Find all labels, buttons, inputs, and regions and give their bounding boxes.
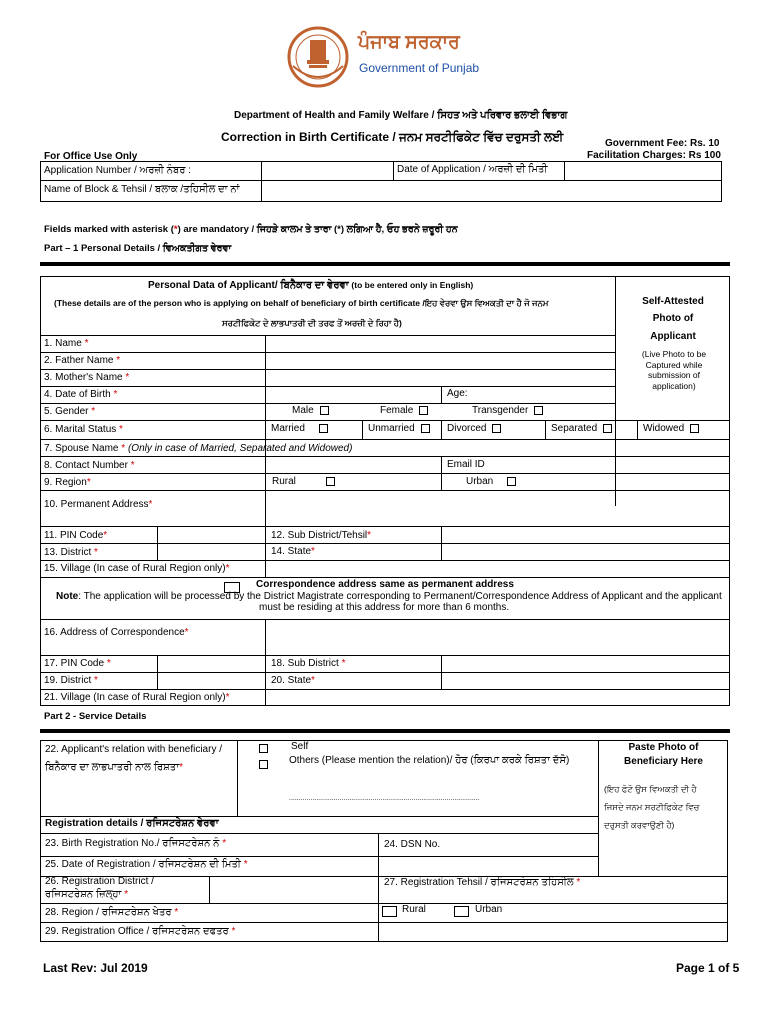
part1-heading: Part – 1 Personal Details / ਵਿਅਕਤੀਗਤ ਵੇਰਵਾ (44, 243, 232, 254)
last-revision: Last Rev: Jul 2019 (43, 961, 148, 975)
header-title-punjabi: ਪੰਜਾਬ ਸਰਕਾਰ (358, 32, 460, 53)
transgender-checkbox[interactable] (534, 406, 543, 415)
father-name-label: 2. Father Name * (44, 355, 121, 366)
date-of-application-input[interactable] (564, 161, 722, 181)
spouse-name-label: 7. Spouse Name * (Only in case of Married, Separated and Widowed) (44, 443, 353, 454)
part2-heading: Part 2 - Service Details (44, 711, 147, 722)
personal-desc-line1: (These details are of the person who is applying on behalf of beneficiary of birth certificate /ਇਹ ਵੇਰਵਾ ਉਸ ਵਿਅਕਤੀ ਦਾ ਹੈ ਜੋ ਜਨਮ (54, 298, 549, 308)
row-line (40, 655, 730, 656)
unmarried-checkbox[interactable] (421, 424, 430, 433)
personal-desc-line2: ਸਰਟੀਫਿਕੇਟ ਦੇ ਲਾਭਪਾਤਰੀ ਦੀ ਤਰਫ ਤੋਂ ਅਰਜ਼ੀ ਦੇ ਰਿਹਾ ਹੈ) (222, 318, 402, 328)
district-2-label: 19. District * (44, 675, 98, 686)
row-line (40, 903, 728, 904)
relation-label-1: 22. Applicant's relation with beneficiary / (45, 744, 223, 755)
pin-code-2-label: 17. PIN Code * (44, 658, 111, 669)
registration-rural-checkbox[interactable] (382, 906, 397, 917)
row-line (40, 619, 730, 620)
sub-district-2-label: 18. Sub District * (271, 658, 346, 669)
pin-code-label: 11. PIN Code* (44, 530, 108, 541)
registration-heading: Registration details / ਰਜਿਸਟਰੇਸ਼ਨ ਵੇਰਵਾ (45, 818, 219, 829)
col-line (265, 619, 266, 706)
region-label: 9. Region* (44, 477, 91, 488)
paste-photo-note-1: (ਇਹ ਫੋਟੋ ਉਸ ਵਿਅਕਤੀ ਦੀ ਹੈ (604, 784, 697, 794)
male-checkbox[interactable] (320, 406, 329, 415)
state-label: 14. State* (271, 546, 315, 557)
row-line (40, 352, 616, 353)
block-tehsil-input[interactable] (261, 180, 722, 202)
contact-number-label: 8. Contact Number * (44, 460, 135, 471)
office-cell (40, 180, 262, 202)
name-label: 1. Name * (44, 338, 89, 349)
col-line (637, 420, 638, 439)
row-line (40, 833, 599, 834)
row-line (40, 856, 599, 857)
row-line (40, 456, 730, 457)
registration-district-label-2: ਰਜਿਸਟਰੇਸ਼ਨ ਜ਼ਿਲ੍ਹਾ * (45, 889, 129, 900)
region-rural-option[interactable]: Rural (272, 476, 335, 487)
row-line (40, 335, 616, 336)
department-name: Department of Health and Family Welfare / ਸਿਹਤ ਅਤੇ ਪਰਿਵਾਰ ਭਲਾਈ ਵਿਭਾਗ (234, 110, 568, 121)
photo-title-1: Self-Attested (642, 296, 704, 307)
photo-note: (Live Photo to be Captured while submission of application) (641, 349, 707, 391)
gender-label: 5. Gender * (44, 406, 96, 417)
unmarried-option[interactable]: Unmarried (368, 423, 430, 434)
paste-photo-title-2: Beneficiary Here (624, 756, 703, 767)
row-line (40, 369, 616, 370)
col-line (378, 833, 379, 942)
application-number-label: Application Number / ਅਰਜ਼ੀ ਨੰਬਰ : (44, 165, 191, 176)
punjab-emblem (283, 26, 353, 88)
row-line (40, 526, 730, 527)
applicant-photo-box[interactable] (616, 277, 729, 505)
col-line (157, 655, 158, 689)
paste-photo-note-3: ਦਰੁਸਤੀ ਕਰਵਾਉਣੀ ਹੈ) (604, 820, 675, 830)
correspondence-address-label: 16. Address of Correspondence* (44, 627, 189, 638)
relation-input-line[interactable]: .................................................................................................. (289, 795, 480, 802)
gender-female-option[interactable]: Female (380, 405, 428, 416)
same-address-label: Correspondence address same as permanent address (256, 579, 514, 590)
personal-heading: Personal Data of Applicant/ ਬਿਨੈਕਾਰ ਦਾ ਵੇਰਵਾ (to be entered only in English) (148, 280, 474, 291)
registration-tehsil-label: 27. Registration Tehsil / ਰਜਿਸਟਰੇਸ਼ਨ ਤਹਿਸੀਲ * (384, 877, 581, 888)
row-line (40, 560, 730, 561)
facilitation-charges: Facilitation Charges: Rs 100 (587, 150, 721, 161)
col-line (545, 420, 546, 439)
row-line (40, 816, 599, 817)
sub-district-label: 12. Sub District/Tehsil* (271, 530, 372, 541)
gender-male-option[interactable]: Male (292, 405, 329, 416)
mandatory-note: Fields marked with asterisk (*) are mandatory / ਜਿਹੜੇ ਕਾਲਮ ਤੇ ਤਾਰਾ (*) ਲਗਿਆ ਹੈ, ਓਹ ਭਰਨੇ ਜ਼ਰੂਰੀ ਹਨ (44, 224, 458, 235)
mother-name-label: 3. Mother's Name * (44, 372, 130, 383)
separated-option[interactable]: Separated (551, 423, 612, 434)
paste-photo-note-2: ਜਿਸਦੇ ਜਨਮ ਸਰਟੀਫਿਕੇਟ ਵਿਚ (604, 802, 700, 812)
row-line (40, 386, 616, 387)
dsn-no-label: 24. DSN No. (384, 839, 441, 850)
paste-photo-title-1: Paste Photo of (628, 742, 699, 753)
photo-title-3: Applicant (650, 331, 696, 342)
divorced-option[interactable]: Divorced (447, 423, 501, 434)
registration-office-label: 29. Registration Office / ਰਜਿਸਟਰੇਸ਼ਨ ਦਫਤਰ * (45, 926, 236, 937)
married-checkbox[interactable] (319, 424, 328, 433)
office-use-heading: For Office Use Only (44, 151, 138, 162)
divorced-checkbox[interactable] (492, 424, 501, 433)
row-line (40, 922, 728, 923)
separated-checkbox[interactable] (603, 424, 612, 433)
col-line (209, 876, 210, 904)
beneficiary-photo-box[interactable] (599, 741, 727, 875)
government-fee: Government Fee: Rs. 10 (605, 138, 720, 149)
birth-registration-no-label: 23. Birth Registration No./ ਰਜਿਸਟਰੇਸ਼ਨ ਨੰ * (45, 838, 227, 849)
village-2-label: 21. Village (In case of Rural Region only)* (44, 692, 230, 703)
col-line (265, 335, 266, 578)
col-line (237, 740, 238, 816)
village-label: 15. Village (In case of Rural Region only)* (44, 563, 230, 574)
registration-district-label-1: 26. Registration District / (45, 876, 154, 887)
email-label: Email ID (447, 459, 485, 470)
marital-status-label: 6. Marital Status * (44, 424, 123, 435)
header-title-english: Government of Punjab (359, 61, 480, 75)
col-line (441, 386, 442, 403)
permanent-address-label: 10. Permanent Address* (44, 499, 153, 510)
registration-region-label: 28. Region / ਰਜਿਸਟਰੇਸ਼ਨ ਖੇਤਰ * (45, 907, 179, 918)
age-label: Age: (447, 388, 468, 399)
row-line (40, 577, 730, 578)
photo-title-2: Photo of (652, 313, 694, 324)
rural-checkbox[interactable] (326, 477, 335, 486)
col-line (157, 526, 158, 560)
note-text: Note: The application will be processed by the District Magistrate corresponding to Permanent/Correspondence Address of Applicant and the applicant (56, 591, 722, 602)
row-line (40, 473, 730, 474)
state-2-label: 20. State* (271, 675, 315, 686)
registration-urban-label: Urban (475, 904, 503, 915)
date-of-application-label: Date of Application / ਅਰਜ਼ੀ ਦੀ ਮਿਤੀ (397, 164, 548, 175)
dob-label: 4. Date of Birth * (44, 389, 118, 400)
application-number-input[interactable] (261, 161, 394, 181)
office-cell (393, 161, 565, 181)
divider (40, 262, 730, 266)
row-line (40, 689, 730, 690)
row-line (40, 672, 730, 673)
female-checkbox[interactable] (419, 406, 428, 415)
widowed-checkbox[interactable] (690, 424, 699, 433)
row-line (40, 403, 616, 404)
registration-date-label: 25. Date of Registration / ਰਜਿਸਟਰੇਸ਼ਨ ਦੀ ਮਿਤੀ * (45, 859, 248, 870)
block-tehsil-label: Name of Block & Tehsil / ਬਲਾਕ /ਤਹਿਸੀਲ ਦਾ ਨਾਂ (44, 184, 240, 195)
divider (40, 729, 730, 733)
registration-rural-label: Rural (402, 904, 426, 915)
page-number: Page 1 of 5 (676, 961, 740, 975)
region-urban-option[interactable]: Urban (466, 476, 516, 487)
row-line (40, 490, 730, 491)
self-option-label: Self (291, 741, 309, 752)
registration-urban-checkbox[interactable] (454, 906, 469, 917)
col-line (441, 526, 442, 560)
row-line (40, 543, 730, 544)
others-checkbox[interactable] (259, 760, 268, 769)
row-line (40, 420, 730, 421)
gender-transgender-option[interactable]: Transgender (472, 405, 543, 416)
self-checkbox[interactable] (259, 744, 268, 753)
col-line (441, 456, 442, 490)
married-option[interactable]: Married (271, 423, 328, 434)
office-cell (40, 161, 262, 181)
col-line (441, 420, 442, 439)
row-line (40, 439, 730, 440)
col-line (441, 655, 442, 689)
district-label: 13. District * (44, 547, 98, 558)
relation-label-2: ਬਿਨੈਕਾਰ ਦਾ ਲਾਭਪਾਤਰੀ ਨਾਲ ਰਿਸ਼ਤਾ* (45, 762, 183, 773)
widowed-option[interactable]: Widowed (643, 423, 699, 434)
others-option-label: Others (Please mention the relation)/ ਹੋਰ (ਕਿਰਪਾ ਕਰਕੇ ਰਿਸ਼ਤਾ ਦੱਸੋ) (289, 755, 570, 766)
col-line (362, 420, 363, 439)
note-text-2: must be residing at this address for more than 6 months. (259, 602, 510, 613)
form-title: Correction in Birth Certificate / ਜਨਮ ਸਰਟੀਫਿਕੇਟ ਵਿੱਚ ਦਰੁਸਤੀ ਲਈ (221, 130, 564, 144)
urban-checkbox[interactable] (507, 477, 516, 486)
